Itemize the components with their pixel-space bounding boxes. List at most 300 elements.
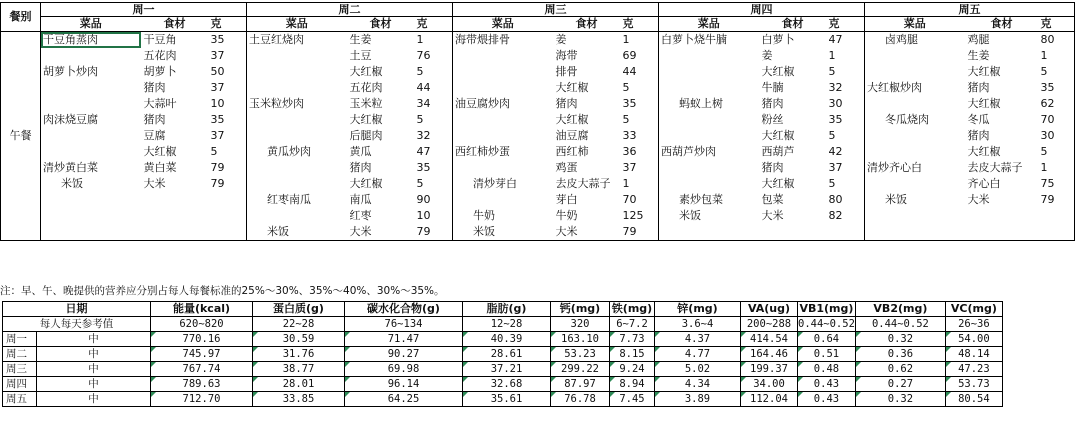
dish-cell[interactable]: 清炒黄白菜 <box>43 161 98 174</box>
nutrient-value-cell[interactable]: 4.77 <box>655 347 741 362</box>
menu-row <box>1 112 1075 128</box>
dish-cell[interactable]: 素炒包菜 <box>679 193 723 206</box>
grams-cell[interactable]: 1 <box>621 176 659 192</box>
grams-cell[interactable]: 79 <box>209 160 247 176</box>
dish-cell[interactable]: 西葫芦炒肉 <box>661 145 716 158</box>
grams-cell[interactable]: 32 <box>415 128 453 144</box>
nutrient-value-cell[interactable]: 30.59 <box>253 332 345 347</box>
day-header: 周三 <box>453 3 659 17</box>
grams-cell[interactable]: 125 <box>621 208 659 224</box>
grams-cell[interactable]: 44 <box>621 64 659 80</box>
nutrient-value-cell[interactable]: 0.48 <box>798 362 856 377</box>
level-cell[interactable]: 中 <box>37 392 151 407</box>
ingredient-cell[interactable]: 大红椒 <box>349 113 383 126</box>
grams-cell[interactable]: 35 <box>1039 80 1075 96</box>
dish-cell[interactable]: 米饭 <box>247 224 347 241</box>
dish-cell[interactable] <box>453 192 553 208</box>
grams-cell[interactable]: 1 <box>1039 160 1075 176</box>
menu-row <box>1 144 1075 160</box>
ingredient-cell[interactable]: 白萝卜 <box>761 33 795 46</box>
menu-row <box>1 192 1075 208</box>
grams-cell[interactable]: 37 <box>209 48 247 64</box>
dish-cell[interactable]: 土豆红烧肉 <box>249 33 304 46</box>
dish-cell[interactable] <box>41 224 141 241</box>
ingredient-cell[interactable]: 胡萝卜 <box>143 65 177 78</box>
reference-value: 26~36 <box>945 317 1002 332</box>
day-cell[interactable]: 周二 <box>3 347 37 362</box>
grams-cell[interactable]: 37 <box>209 80 247 96</box>
ingredient-cell[interactable]: 大米 <box>347 224 415 241</box>
grams-cell[interactable]: 35 <box>827 112 865 128</box>
nutrition-table <box>2 301 1003 407</box>
nutrient-column-header: 锌(mg) <box>655 302 741 317</box>
ingredient-cell[interactable]: 海带 <box>555 49 578 62</box>
dish-cell[interactable] <box>453 64 553 80</box>
grams-cell[interactable]: 5 <box>415 64 453 80</box>
ingredient-cell[interactable]: 猪肉 <box>555 97 578 110</box>
grams-cell[interactable]: 1 <box>621 32 659 49</box>
grams-cell[interactable]: 79 <box>415 224 453 241</box>
ingredient-cell[interactable]: 冬瓜 <box>967 113 990 126</box>
ingredient-cell[interactable]: 芽白 <box>555 193 578 206</box>
grams-cell[interactable]: 70 <box>621 192 659 208</box>
level-cell[interactable]: 中 <box>37 347 151 362</box>
grams-cell[interactable]: 5 <box>827 176 865 192</box>
dish-cell[interactable] <box>41 144 141 160</box>
menu-row <box>1 128 1075 144</box>
menu-row <box>1 48 1075 64</box>
day-header: 周五 <box>865 3 1075 17</box>
dish-cell[interactable] <box>41 48 141 64</box>
ingredient-cell[interactable]: 包菜 <box>761 193 784 206</box>
ingredient-cell[interactable]: 五花肉 <box>349 81 383 94</box>
ingredient-cell[interactable]: 大蒜叶 <box>143 97 177 110</box>
dish-cell[interactable]: 清炒齐心白 <box>867 161 922 174</box>
dish-cell[interactable] <box>659 128 759 144</box>
ingredient-cell[interactable]: 猪肉 <box>967 129 990 142</box>
nutrient-value-cell[interactable]: 40.39 <box>463 332 551 347</box>
ingredient-cell[interactable]: 姜 <box>555 33 567 46</box>
dish-column-header: 菜品 <box>453 17 553 32</box>
ingredient-cell[interactable]: 去皮大蒜子 <box>555 177 611 190</box>
ingredient-cell[interactable]: 鸡腿 <box>967 33 990 46</box>
nutrient-value-cell[interactable]: 8.94 <box>610 377 655 392</box>
dish-cell[interactable] <box>659 64 759 80</box>
level-cell[interactable]: 中 <box>37 362 151 377</box>
grams-cell[interactable]: 79 <box>209 176 247 192</box>
nutrition-row <box>3 362 1003 377</box>
nutrient-value-cell[interactable]: 9.24 <box>610 362 655 377</box>
ingredient-cell[interactable]: 大米 <box>553 224 621 241</box>
ingredient-cell[interactable] <box>965 208 1039 224</box>
nutrition-note: 注：早、午、晚提供的营养应分别占每人每餐标准的25%～30%、35%～40%、30%～35%。 <box>0 285 445 297</box>
ingredient-cell[interactable]: 大红椒 <box>761 177 795 190</box>
nutrient-value-cell[interactable]: 48.14 <box>945 347 1002 362</box>
nutrient-value-cell[interactable]: 35.61 <box>463 392 551 407</box>
ingredient-cell[interactable] <box>965 224 1039 241</box>
ingredient-cell[interactable]: 黄瓜 <box>349 145 372 158</box>
level-cell[interactable]: 中 <box>37 332 151 347</box>
ingredient-cell[interactable]: 猪肉 <box>143 113 166 126</box>
ingredient-cell[interactable]: 南瓜 <box>349 193 372 206</box>
nutrient-value-cell[interactable]: 54.00 <box>945 332 1002 347</box>
dish-cell[interactable] <box>247 208 347 224</box>
grams-cell[interactable]: 30 <box>1039 128 1075 144</box>
reference-value: 0.44~0.52 <box>798 318 855 330</box>
reference-value: 0.44~0.52 <box>855 317 945 332</box>
ingredient-cell[interactable]: 玉米粒 <box>349 97 383 110</box>
ingredient-cell[interactable]: 大米 <box>967 193 990 206</box>
nutrient-value-cell[interactable]: 28.61 <box>463 347 551 362</box>
grams-cell[interactable]: 82 <box>827 208 865 224</box>
nutrient-value-cell[interactable]: 0.64 <box>798 332 856 347</box>
ingredient-cell[interactable]: 猪肉 <box>143 81 166 94</box>
ingredient-cell[interactable]: 大红椒 <box>761 129 795 142</box>
grams-cell[interactable]: 37 <box>621 160 659 176</box>
grams-cell[interactable]: 35 <box>415 160 453 176</box>
dish-cell[interactable] <box>41 80 141 96</box>
dish-cell[interactable] <box>247 48 347 64</box>
nutrient-value-cell[interactable]: 69.98 <box>345 362 463 377</box>
dish-cell[interactable]: 黄瓜炒肉 <box>267 145 311 158</box>
ingredient-cell[interactable]: 猪肉 <box>761 97 784 110</box>
ingredient-cell[interactable]: 大红椒 <box>555 81 589 94</box>
grams-cell[interactable]: 47 <box>827 32 865 49</box>
grams-cell[interactable]: 35 <box>621 96 659 112</box>
dish-cell[interactable]: 牛奶 <box>473 209 495 222</box>
ingredient-cell[interactable]: 西葫芦 <box>761 145 795 158</box>
grams-cell[interactable]: 75 <box>1039 176 1075 192</box>
nutrient-value-cell[interactable]: 199.37 <box>741 362 798 377</box>
grams-cell[interactable]: 69 <box>621 48 659 64</box>
nutrient-value-cell[interactable]: 7.73 <box>610 332 655 347</box>
nutrient-value-cell[interactable]: 3.89 <box>655 392 741 407</box>
ingredient-column-header: 食材 <box>141 17 209 32</box>
ingredient-cell[interactable]: 红枣 <box>349 209 372 222</box>
dish-cell[interactable]: 胡萝卜炒肉 <box>43 65 98 78</box>
dish-cell[interactable] <box>247 80 347 96</box>
nutrient-value-cell[interactable]: 53.73 <box>945 377 1002 392</box>
grams-cell[interactable]: 35 <box>209 32 247 49</box>
dish-cell[interactable] <box>659 224 759 241</box>
ingredient-cell[interactable]: 排骨 <box>555 65 578 78</box>
ingredient-cell[interactable] <box>141 192 209 208</box>
dish-cell[interactable] <box>453 80 553 96</box>
dish-cell[interactable] <box>247 64 347 80</box>
ingredient-cell[interactable]: 西红柿 <box>555 145 589 158</box>
ingredient-cell[interactable]: 大红椒 <box>349 65 383 78</box>
dish-cell[interactable]: 红枣南瓜 <box>267 193 311 206</box>
ingredient-column-header: 食材 <box>965 17 1039 32</box>
nutrient-value-cell[interactable]: 31.76 <box>253 347 345 362</box>
nutrient-value-cell[interactable]: 712.70 <box>151 392 253 407</box>
grams-cell[interactable]: 1 <box>415 32 453 49</box>
dish-cell[interactable] <box>659 48 759 64</box>
nutrient-value-cell[interactable]: 789.63 <box>151 377 253 392</box>
ingredient-cell[interactable]: 大红椒 <box>349 177 383 190</box>
dish-cell[interactable]: 米饭 <box>453 224 553 241</box>
nutrient-value-cell[interactable]: 33.85 <box>253 392 345 407</box>
grams-cell[interactable]: 10 <box>209 96 247 112</box>
nutrition-row <box>3 377 1003 392</box>
dish-cell[interactable] <box>659 80 759 96</box>
ingredient-cell[interactable]: 牛腩 <box>761 81 784 94</box>
nutrient-value-cell[interactable]: 76.78 <box>551 392 610 407</box>
nutrient-value-cell[interactable]: 4.37 <box>655 332 741 347</box>
grams-cell[interactable]: 47 <box>415 144 453 160</box>
dish-cell[interactable] <box>865 144 965 160</box>
nutrient-value-cell[interactable]: 38.77 <box>253 362 345 377</box>
dish-cell[interactable]: 米饭 <box>61 177 83 190</box>
ingredient-cell[interactable]: 大红椒 <box>143 145 177 158</box>
day-cell[interactable]: 周五 <box>3 392 37 407</box>
dish-cell[interactable] <box>659 160 759 176</box>
ingredient-cell[interactable]: 猪肉 <box>967 81 990 94</box>
grams-cell[interactable] <box>827 224 865 241</box>
ingredient-cell[interactable]: 去皮大蒜子 <box>967 161 1023 174</box>
nutrient-value-cell[interactable]: 0.51 <box>798 347 856 362</box>
dish-cell[interactable] <box>865 48 965 64</box>
nutrient-value-cell[interactable]: 7.45 <box>610 392 655 407</box>
grams-cell[interactable]: 1 <box>827 48 865 64</box>
nutrient-value-cell[interactable]: 163.10 <box>551 332 610 347</box>
dish-cell[interactable] <box>865 176 965 192</box>
ingredient-cell[interactable]: 黄白菜 <box>143 161 177 174</box>
ingredient-cell[interactable]: 油豆腐 <box>555 129 589 142</box>
grams-cell[interactable]: 5 <box>1039 64 1075 80</box>
dish-cell[interactable] <box>247 112 347 128</box>
grams-cell[interactable]: 33 <box>621 128 659 144</box>
ingredient-cell[interactable]: 大红椒 <box>761 65 795 78</box>
nutrient-value-cell[interactable]: 37.21 <box>463 362 551 377</box>
dish-cell[interactable]: 肉沫烧豆腐 <box>43 113 98 126</box>
grams-cell[interactable]: 79 <box>621 224 659 241</box>
nutrient-value-cell[interactable]: 0.36 <box>855 347 945 362</box>
grams-cell[interactable]: 42 <box>827 144 865 160</box>
nutrient-value-cell[interactable]: 0.43 <box>798 377 856 392</box>
nutrient-value-cell[interactable]: 770.16 <box>151 332 253 347</box>
day-cell[interactable]: 周四 <box>3 377 37 392</box>
nutrient-value-cell[interactable]: 414.54 <box>741 332 798 347</box>
ingredient-cell[interactable]: 生姜 <box>349 33 372 46</box>
dish-cell[interactable]: 白萝卜烧牛腩 <box>661 33 727 46</box>
grams-cell[interactable] <box>209 208 247 224</box>
grams-cell[interactable]: 37 <box>827 160 865 176</box>
nutrient-value-cell[interactable]: 0.32 <box>855 392 945 407</box>
reference-label: 每人每天参考值 <box>3 317 151 332</box>
dish-cell[interactable] <box>865 64 965 80</box>
ingredient-cell[interactable]: 豆腐 <box>143 129 166 142</box>
grams-cell[interactable]: 50 <box>209 64 247 80</box>
dish-column-header: 菜品 <box>865 17 965 32</box>
grams-cell[interactable]: 70 <box>1039 112 1075 128</box>
dish-cell[interactable] <box>453 112 553 128</box>
reference-value: 620~820 <box>151 317 253 332</box>
dish-cell[interactable]: 大红椒炒肉 <box>867 81 922 94</box>
ingredient-cell[interactable]: 生姜 <box>967 49 990 62</box>
ingredient-cell[interactable]: 大米 <box>143 177 166 190</box>
dish-cell[interactable] <box>865 96 965 112</box>
nutrient-value-cell[interactable]: 112.04 <box>741 392 798 407</box>
ingredient-cell[interactable]: 粉丝 <box>761 113 784 126</box>
ingredient-cell[interactable]: 大红椒 <box>967 145 1001 158</box>
dish-column-header: 菜品 <box>659 17 759 32</box>
nutrient-value-cell[interactable]: 767.74 <box>151 362 253 377</box>
nutrient-value-cell[interactable]: 745.97 <box>151 347 253 362</box>
ingredient-cell[interactable] <box>141 208 209 224</box>
grams-cell[interactable]: 5 <box>415 112 453 128</box>
ingredient-cell[interactable]: 大红椒 <box>555 113 589 126</box>
dish-cell[interactable]: 西红柿炒蛋 <box>455 145 510 158</box>
dish-cell[interactable] <box>247 128 347 144</box>
ingredient-cell[interactable]: 大红椒 <box>967 97 1001 110</box>
grams-cell[interactable]: 10 <box>415 208 453 224</box>
dish-cell[interactable] <box>453 128 553 144</box>
dish-cell[interactable]: 蚂蚁上树 <box>679 97 723 110</box>
grams-cell[interactable]: 35 <box>209 112 247 128</box>
nutrient-value-cell[interactable]: 32.68 <box>463 377 551 392</box>
nutrition-row <box>3 332 1003 347</box>
grams-cell[interactable]: 79 <box>1039 192 1075 208</box>
dish-cell[interactable]: 米饭 <box>679 209 701 222</box>
nutrient-value-cell[interactable]: 4.34 <box>655 377 741 392</box>
dish-cell[interactable] <box>41 192 141 208</box>
nutrient-value-cell[interactable]: 96.14 <box>345 377 463 392</box>
ingredient-cell[interactable]: 姜 <box>761 49 773 62</box>
grams-cell[interactable]: 32 <box>827 80 865 96</box>
grams-cell[interactable]: 5 <box>1039 144 1075 160</box>
nutrient-value-cell[interactable]: 53.23 <box>551 347 610 362</box>
grams-cell[interactable]: 62 <box>1039 96 1075 112</box>
nutrient-column-header: VB1(mg) <box>799 302 854 315</box>
nutrient-value-cell[interactable]: 71.47 <box>345 332 463 347</box>
dish-cell[interactable] <box>453 48 553 64</box>
dish-cell[interactable]: 冬瓜烧肉 <box>885 113 929 126</box>
grams-cell[interactable]: 1 <box>1039 48 1075 64</box>
dish-cell[interactable]: 清炒芽白 <box>473 177 517 190</box>
dish-cell[interactable] <box>41 128 141 144</box>
nutrient-value-cell[interactable]: 28.01 <box>253 377 345 392</box>
ingredient-cell[interactable]: 干豆角 <box>143 33 177 46</box>
grams-cell[interactable] <box>1039 224 1075 241</box>
grams-cell[interactable]: 5 <box>621 112 659 128</box>
reference-value: 22~28 <box>253 317 345 332</box>
dish-cell[interactable]: 玉米粒炒肉 <box>249 97 304 110</box>
dish-cell[interactable]: 海带煨排骨 <box>455 33 510 46</box>
grams-cell[interactable]: 80 <box>827 192 865 208</box>
grams-cell[interactable]: 90 <box>415 192 453 208</box>
dish-cell[interactable] <box>659 176 759 192</box>
nutrient-value-cell[interactable]: 64.25 <box>345 392 463 407</box>
nutrient-value-cell[interactable]: 34.00 <box>741 377 798 392</box>
menu-row <box>1 224 1075 241</box>
grams-column-header: 克 <box>1039 17 1075 32</box>
dish-cell[interactable]: 米饭 <box>885 193 907 206</box>
nutrient-value-cell[interactable]: 164.46 <box>741 347 798 362</box>
ingredient-cell[interactable]: 大米 <box>761 209 784 222</box>
dish-cell[interactable] <box>247 160 347 176</box>
nutrient-column-header: 铁(mg) <box>610 302 655 317</box>
grams-cell[interactable] <box>209 192 247 208</box>
ingredient-cell[interactable]: 后腿肉 <box>349 129 383 142</box>
grams-cell[interactable]: 5 <box>621 80 659 96</box>
day-header: 周四 <box>659 3 865 17</box>
grams-cell[interactable]: 76 <box>415 48 453 64</box>
dish-cell[interactable] <box>865 224 965 241</box>
grams-cell[interactable]: 5 <box>827 64 865 80</box>
ingredient-cell[interactable]: 猪肉 <box>761 161 784 174</box>
nutrient-value-cell[interactable]: 0.62 <box>855 362 945 377</box>
grams-cell[interactable]: 34 <box>415 96 453 112</box>
day-cell[interactable]: 周一 <box>3 332 37 347</box>
ingredient-cell[interactable]: 土豆 <box>349 49 372 62</box>
nutrient-value-cell[interactable]: 5.02 <box>655 362 741 377</box>
nutrient-value-cell[interactable]: 299.22 <box>551 362 610 377</box>
nutrient-column-header: VA(ug) <box>741 302 798 317</box>
dish-cell[interactable] <box>865 128 965 144</box>
nutrient-value-cell[interactable]: 80.54 <box>945 392 1002 407</box>
ingredient-cell[interactable] <box>141 224 209 241</box>
grams-cell[interactable]: 5 <box>827 128 865 144</box>
meal-column-header: 餐别 <box>1 3 41 32</box>
grams-cell[interactable]: 44 <box>415 80 453 96</box>
level-cell[interactable]: 中 <box>37 377 151 392</box>
dish-cell[interactable] <box>41 208 141 224</box>
day-cell[interactable]: 周三 <box>3 362 37 377</box>
grams-cell[interactable]: 30 <box>827 96 865 112</box>
dish-cell[interactable] <box>41 96 141 112</box>
ingredient-cell[interactable]: 齐心白 <box>967 177 1001 190</box>
grams-cell[interactable]: 80 <box>1039 32 1075 49</box>
nutrient-value-cell[interactable]: 0.43 <box>798 392 856 407</box>
ingredient-cell[interactable]: 鸡蛋 <box>555 161 578 174</box>
reference-value: 12~28 <box>463 317 551 332</box>
reference-value: 6~7.2 <box>610 317 655 332</box>
nutrient-value-cell[interactable]: 47.23 <box>945 362 1002 377</box>
day-header: 周一 <box>41 3 247 17</box>
grams-column-header: 克 <box>209 17 247 32</box>
ingredient-cell[interactable]: 大红椒 <box>967 65 1001 78</box>
nutrient-column-header: 碳水化合物(g) <box>345 302 463 317</box>
nutrient-value-cell[interactable]: 0.32 <box>855 332 945 347</box>
menu-row <box>1 96 1075 112</box>
dish-cell[interactable] <box>247 176 347 192</box>
menu-table <box>0 2 1075 241</box>
ingredient-cell[interactable]: 猪肉 <box>349 161 372 174</box>
reference-value: 3.6~4 <box>655 317 741 332</box>
nutrient-value-cell[interactable]: 0.27 <box>855 377 945 392</box>
ingredient-cell[interactable]: 牛奶 <box>555 209 578 222</box>
dish-cell[interactable]: 卤鸡腿 <box>885 33 918 46</box>
nutrient-value-cell[interactable]: 8.15 <box>610 347 655 362</box>
nutrient-value-cell[interactable]: 87.97 <box>551 377 610 392</box>
dish-cell[interactable]: 油豆腐炒肉 <box>455 97 510 110</box>
grams-cell[interactable] <box>1039 208 1075 224</box>
grams-cell[interactable]: 5 <box>209 144 247 160</box>
dish-cell[interactable] <box>865 208 965 224</box>
ingredient-cell[interactable]: 五花肉 <box>143 49 177 62</box>
grams-cell[interactable] <box>209 224 247 241</box>
ingredient-cell[interactable] <box>759 224 827 241</box>
grams-cell[interactable]: 37 <box>209 128 247 144</box>
grams-cell[interactable]: 5 <box>415 176 453 192</box>
dish-cell[interactable] <box>453 160 553 176</box>
grams-cell[interactable]: 36 <box>621 144 659 160</box>
dish-cell[interactable]: 干豆角蒸肉 <box>41 32 141 49</box>
dish-cell[interactable] <box>659 112 759 128</box>
nutrient-column-header: 钙(mg) <box>551 302 610 317</box>
nutrient-value-cell[interactable]: 90.27 <box>345 347 463 362</box>
